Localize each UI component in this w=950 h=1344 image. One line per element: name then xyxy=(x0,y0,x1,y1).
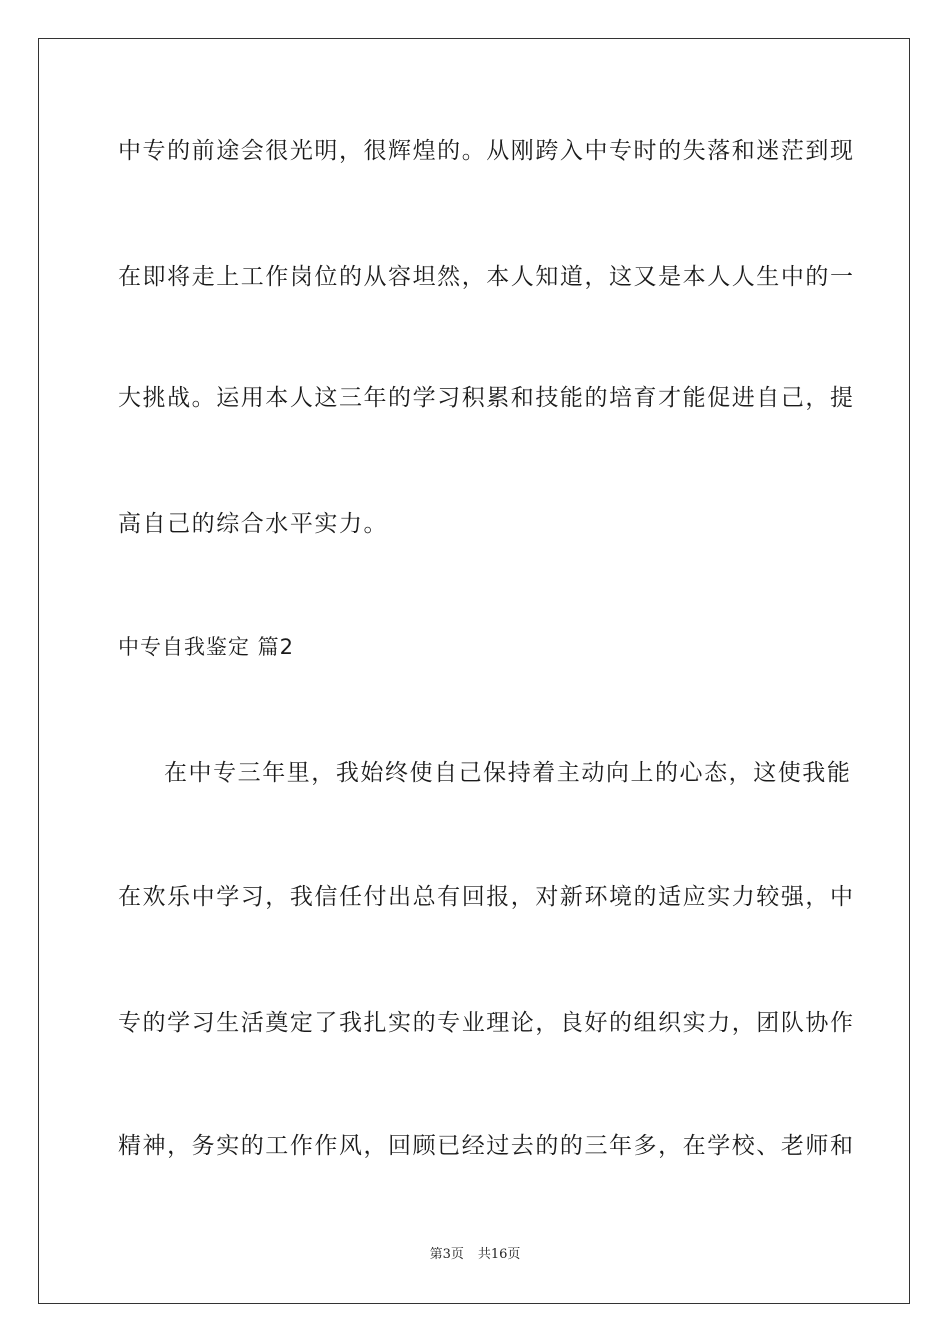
paragraph-line: 专的学习生活奠定了我扎实的专业理论，良好的组织实力，团队协作 xyxy=(118,1010,855,1036)
paragraph-line: 中专的前途会很光明，很辉煌的。从刚跨入中专时的失落和迷茫到现 xyxy=(118,138,855,164)
section-heading: 中专自我鉴定 篇2 xyxy=(118,635,295,659)
total-pages: 共16页 xyxy=(477,1247,521,1262)
page-border xyxy=(38,38,910,1304)
paragraph-line: 在中专三年里，我始终使自己保持着主动向上的心态，这使我能 xyxy=(164,760,852,786)
paragraph-line: 在欢乐中学习，我信任付出总有回报，对新环境的适应实力较强，中 xyxy=(118,884,855,910)
paragraph-line: 在即将走上工作岗位的从容坦然，本人知道，这又是本人人生中的一 xyxy=(118,264,855,290)
paragraph-line: 精神，务实的工作作风，回顾已经过去的的三年多，在学校、老师和 xyxy=(118,1133,855,1159)
page-number: 第3页 xyxy=(429,1247,464,1262)
page-footer xyxy=(0,1246,950,1264)
paragraph-line: 高自己的综合水平实力。 xyxy=(118,511,389,537)
paragraph-line: 大挑战。运用本人这三年的学习积累和技能的培育才能促进自己，提 xyxy=(118,385,855,411)
